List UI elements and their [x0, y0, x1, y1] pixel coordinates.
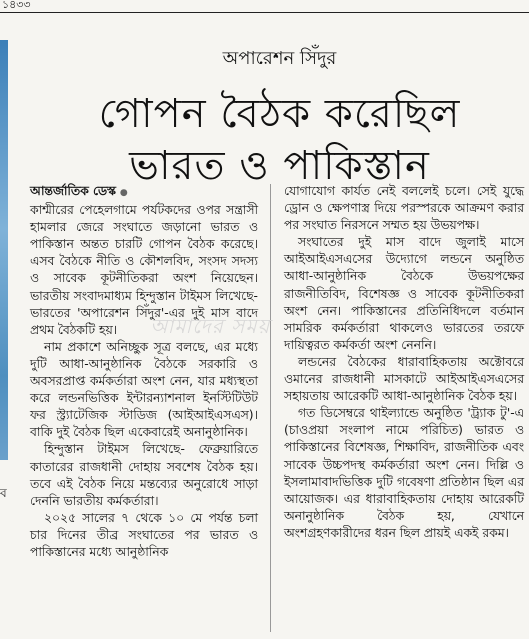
paragraph: নাম প্রকাশে অনিচ্ছুক সূত্র বলছে, এর মধ্যে দুটি আধা-আনুষ্ঠানিক বৈঠকে সরকারি ও অবসরপ্রাপ্ত কর্মকর্তারা অংশ নেন, যার মধ্যস্থতা করে লন্ডনভিত্তিক ইন্টারন্যাশনাল ইনস্টিটিউট ফর স্ট্র্যাটেজিক স্টাডিজ (আইআইএসএস)। বাকি দুই বৈঠক ছিল একেবারেই অনানুষ্ঠানিক। [30, 339, 258, 440]
paragraph: হিন্দুস্তান টাইমস লিখেছে- ফেব্রুয়ারিতে কাতারের রাজধানী দোহায় সবশেষ বৈঠক হয়। তবে এই বৈঠক নিয়ে মন্তব্যের অনুরোধে সাড়া দেননি ভারতীয় কর্মকর্তারা। [30, 442, 258, 508]
watermark: আমাদের সময় [150, 314, 271, 338]
headline-line-2: ভারত ও পাকিস্তান [129, 143, 430, 189]
adjacent-photo-edge [0, 40, 8, 460]
page-number: ১৪৩৩ [2, 0, 31, 11]
paragraph: কাশ্মীরের পেহেলগামে পর্যটকদের ওপর সন্ত্রাসী হামলার জেরে সংঘাতে জড়ানো ভারত ও পাকিস্তান অন্তত চারটি গোপন বৈঠক করেছে। এসব বৈঠকে নীতি ও কৌশলবিদ, সংসদ সদস্য ও সাবেক কূটনীতিকরা অংশ নিয়েছেন। ভারতীয় সংবাদমাধ্যম হিন্দুস্তান টাইমস লিখেছে- ভারতের 'অপারেশন সিঁদুর'-এর দুই মাস বাদে প্রথম বৈঠকটি হয়। [30, 203, 258, 337]
article-column-1 [30, 183, 258, 561]
article-column-2 [284, 183, 524, 542]
dateline-bullet: ● [119, 188, 128, 198]
article-kicker: অপারেশন সিঁদুর [222, 48, 337, 69]
paragraph: লন্ডনের বৈঠকের ধারাবাহিকতায় অক্টোবরে ওমানের রাজধানী মাসকাটে আইআইএসএসের সহায়তায় আরেকটি আধা-আনুষ্ঠানিক বৈঠক হয়। [284, 354, 524, 404]
column-divider [270, 184, 271, 632]
paragraph: গত ডিসেম্বরে থাইল্যান্ডে অনুষ্ঠিত 'ট্র্যাক টু'-এ (চাওপ্রয়া সংলাপ নামে পরিচিত) ভারত ও পাকিস্তানের বিশেষজ্ঞ, শিক্ষাবিদ, রাজনীতিক এবং সাবেক উচ্চপদস্থ কর্মকর্তারা অংশ নেন। দিল্লি ও ইসলামাবাদভিত্তিক দুটি গবেষণা প্রতিষ্ঠান ছিল এর আয়োজক। এর ধারাবাহিকতায় দোহায় আরেকটি অনানুষ্ঠানিক বৈঠক হয়, যেখানে অংশগ্রহণকারীদের ধরন ছিল প্রায়ই একই রকম। [284, 406, 524, 540]
dateline-paragraph [30, 183, 258, 202]
paragraph: সংঘাতের দুই মাস বাদে জুলাই মাসে আইআইএসএসের উদ্যোগে লন্ডনে অনুষ্ঠিত আধা-আনুষ্ঠানিক বৈঠকে উভয়পক্ষের রাজনীতিবিদ, বিশেষজ্ঞ ও সাবেক কূটনীতিকরা অংশ নেন। পাকিস্তানের প্রতিনিধিদলে বর্তমান সামরিক কর্মকর্তারা থাকলেও ভারতের তরফে দায়িত্বরত কর্মকর্তা অংশ নেননি। [284, 235, 524, 352]
adjacent-column-letter: ব [0, 486, 7, 500]
paragraph: যোগাযোগ কার্যত নেই বললেই চলে। সেই যুদ্ধে ড্রোন ও ক্ষেপণাস্ত্র দিয়ে পরস্পরকে আক্রমণ করার পর সংঘাত নিরসনে সম্মত হয় উভয়পক্ষ। [284, 184, 524, 233]
headline-line-1: গোপন বৈঠক করেছিল [98, 91, 461, 137]
paragraph: ২০২৫ সালের ৭ থেকে ১০ মে পর্যন্ত চলা চার দিনের তীব্র সংঘাতের পর ভারত ও পাকিস্তানের মধ্যে আনুষ্ঠানিক [30, 510, 258, 559]
dateline: আন্তর্জাতিক ডেস্ক [30, 184, 116, 198]
page-header-strip [0, 0, 529, 13]
